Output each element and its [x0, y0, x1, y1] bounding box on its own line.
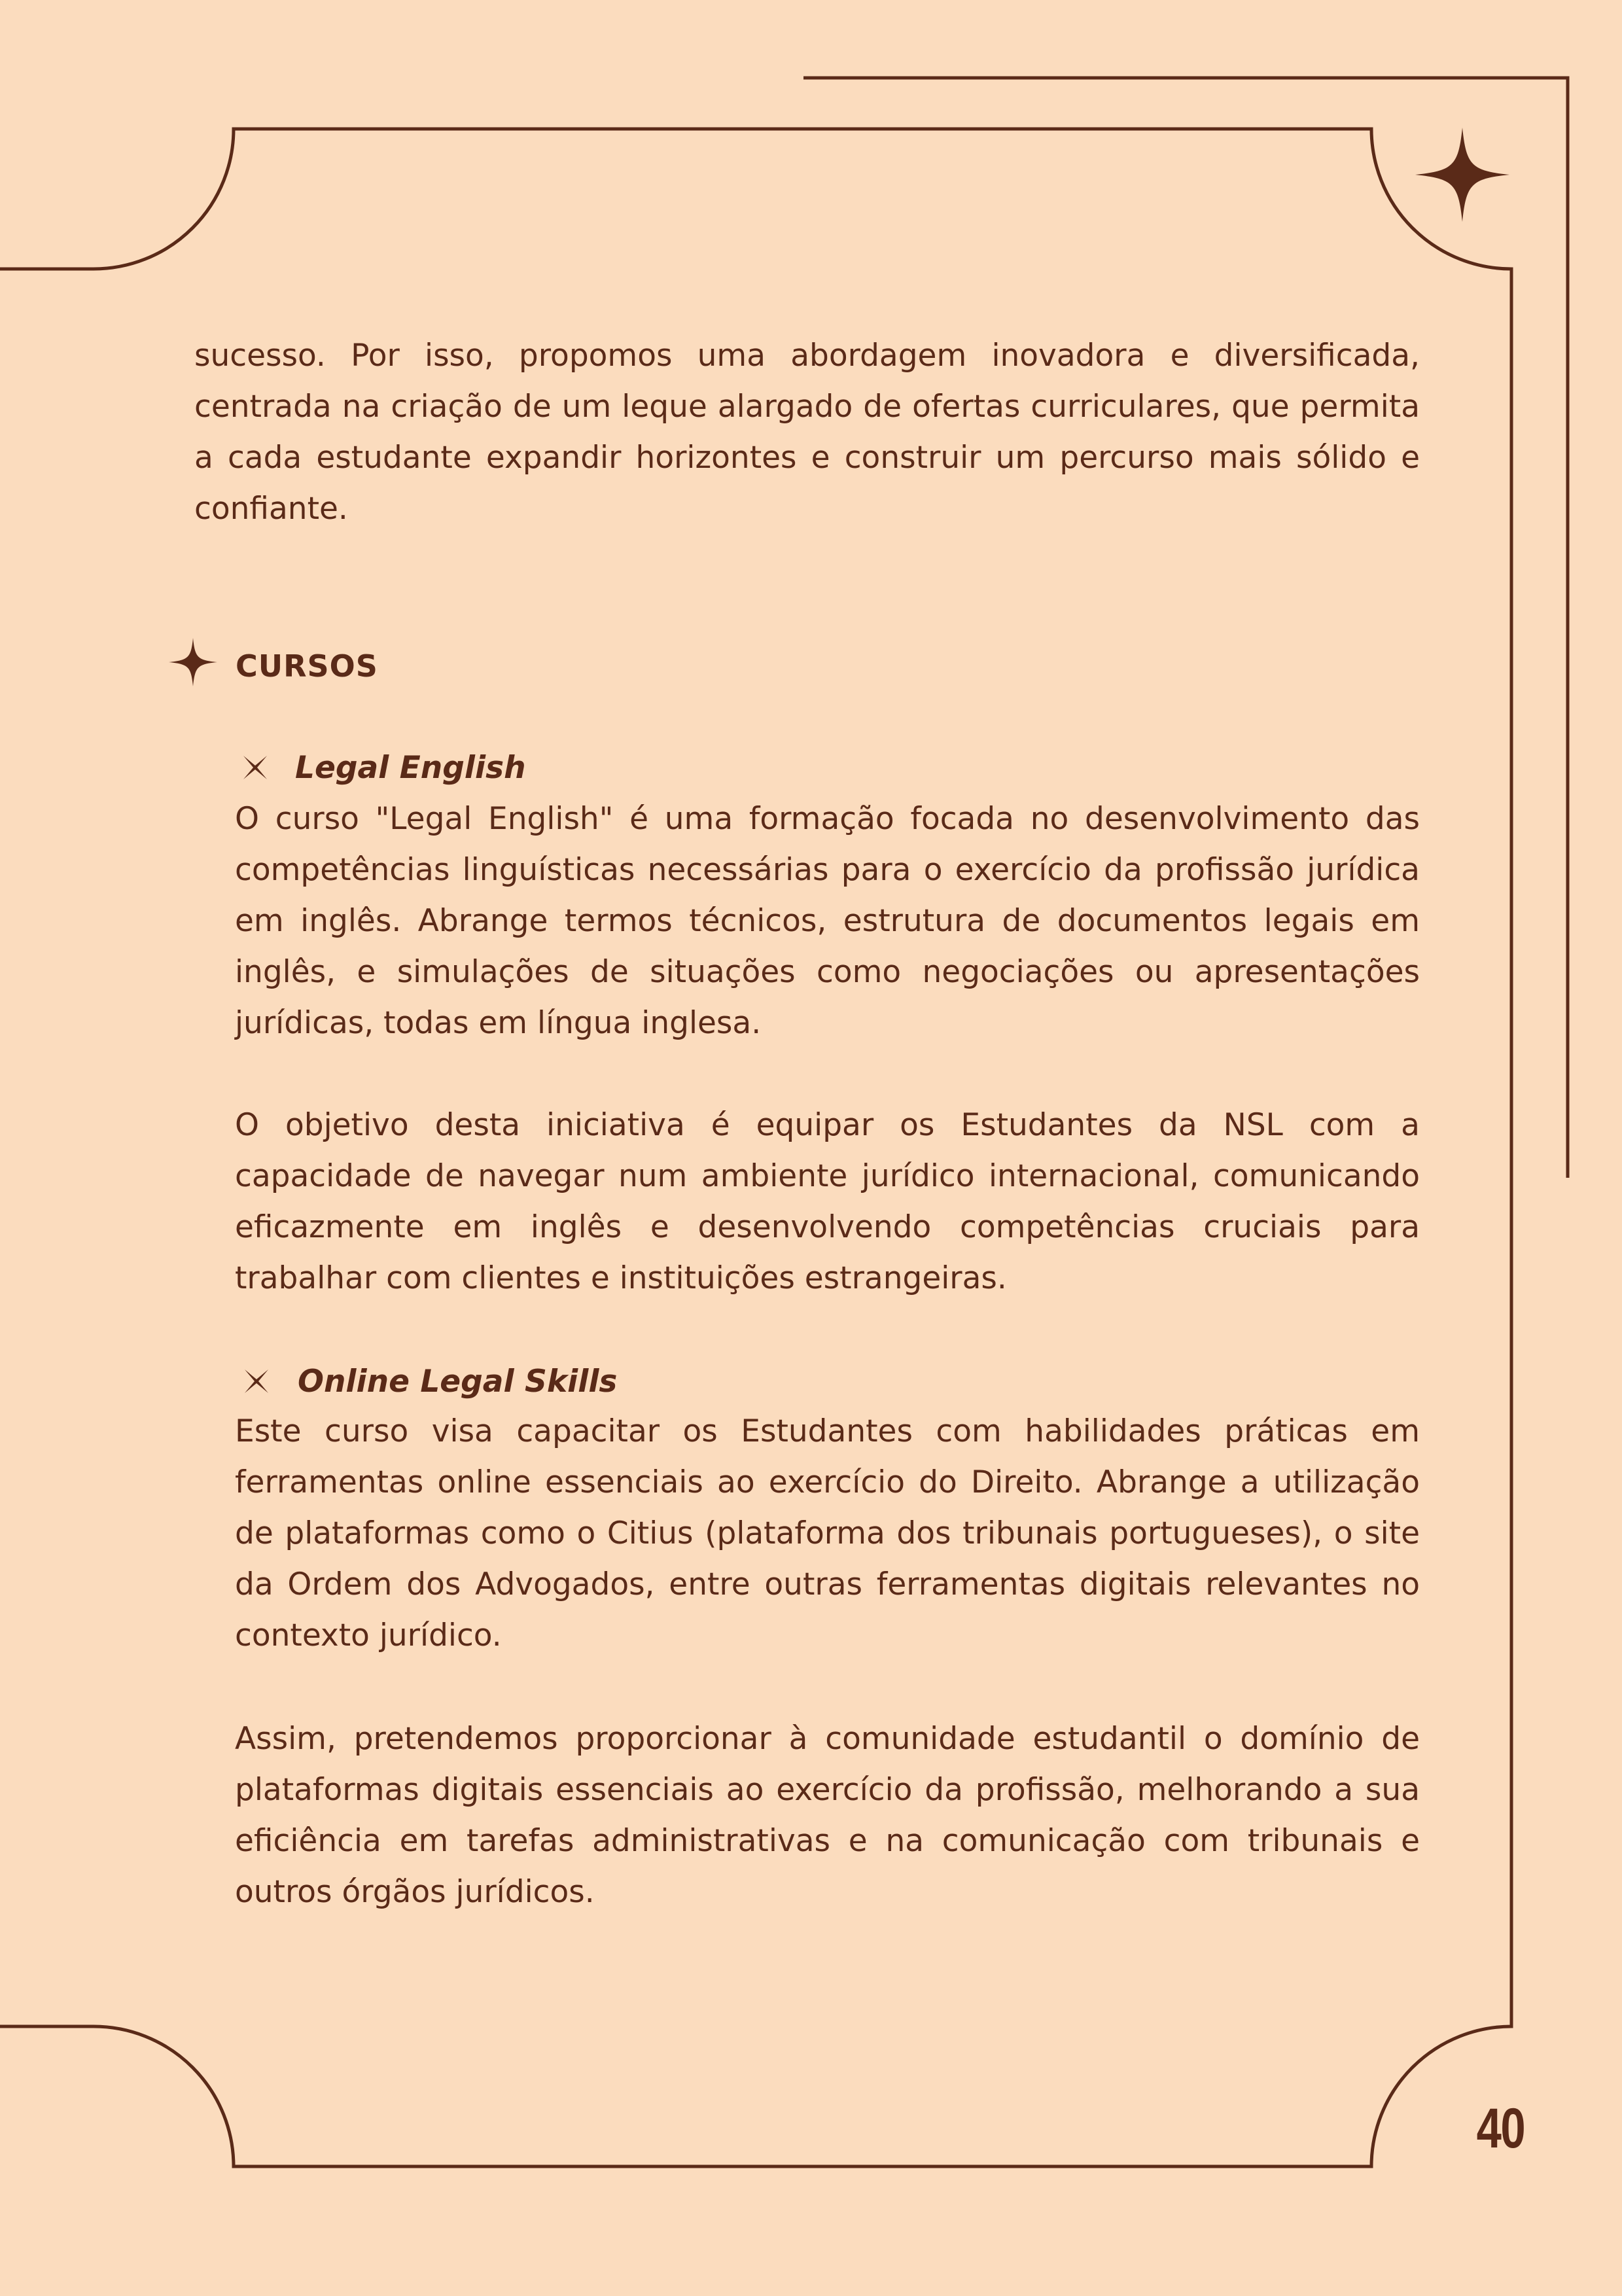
- sparkle-bullet-icon: [242, 754, 268, 781]
- course-title-legal-english: Legal English: [295, 750, 526, 786]
- intro-paragraph: sucesso. Por isso, propomos uma abordagem inovadora e diversificada, centrada na criação de um leque alargado de ofertas curriculares, que permita a cada estudante expandir horizontes e construir um percurso mais sólido e confiante.: [194, 338, 1420, 527]
- course-2-description: Este curso visa capacitar os Estudantes com habilidades práticas em ferramentas online essenciais ao exercício do Direito. Abrange a utilização de plataformas como o Citius (plataforma dos tribunais portugueses), o site da Ordem dos Advogados, entre outras ferramentas digitais relevantes no contexto jurídico.: [235, 1413, 1420, 1653]
- course-1-description: O curso "Legal English" é uma formação focada no desenvolvimento das competências linguísticas necessárias para o exercício da profissão jurídica em inglês. Abrange termos técnicos, estrutura de documentos legais em inglês, e simulações de situações como negociações ou apresentações jurídicas, todas em língua inglesa.: [235, 801, 1420, 1041]
- page-number: 40: [1476, 2097, 1525, 2160]
- course-1-objective: O objetivo desta iniciativa é equipar os Estudantes da NSL com a capacidade de navegar num ambiente jurídico internacional, comunicando eficazmente em inglês e desenvolvendo competências cruciais para trabalhar com clientes e instituições estrangeiras.: [235, 1107, 1420, 1296]
- sparkle-bullet-icon: [243, 1368, 270, 1394]
- section-star-icon: [169, 638, 217, 686]
- corner-star-icon: [1415, 128, 1509, 222]
- course-title-online-legal-skills: Online Legal Skills: [298, 1364, 618, 1400]
- section-heading: CURSOS: [236, 648, 378, 684]
- course-2-objective: Assim, pretendemos proporcionar à comunidade estudantil o domínio de plataformas digitais essenciais ao exercício da profissão, melhorando a sua eficiência em tarefas administrativas e na comunicação com tribunais e outros órgãos jurídicos.: [235, 1721, 1420, 1910]
